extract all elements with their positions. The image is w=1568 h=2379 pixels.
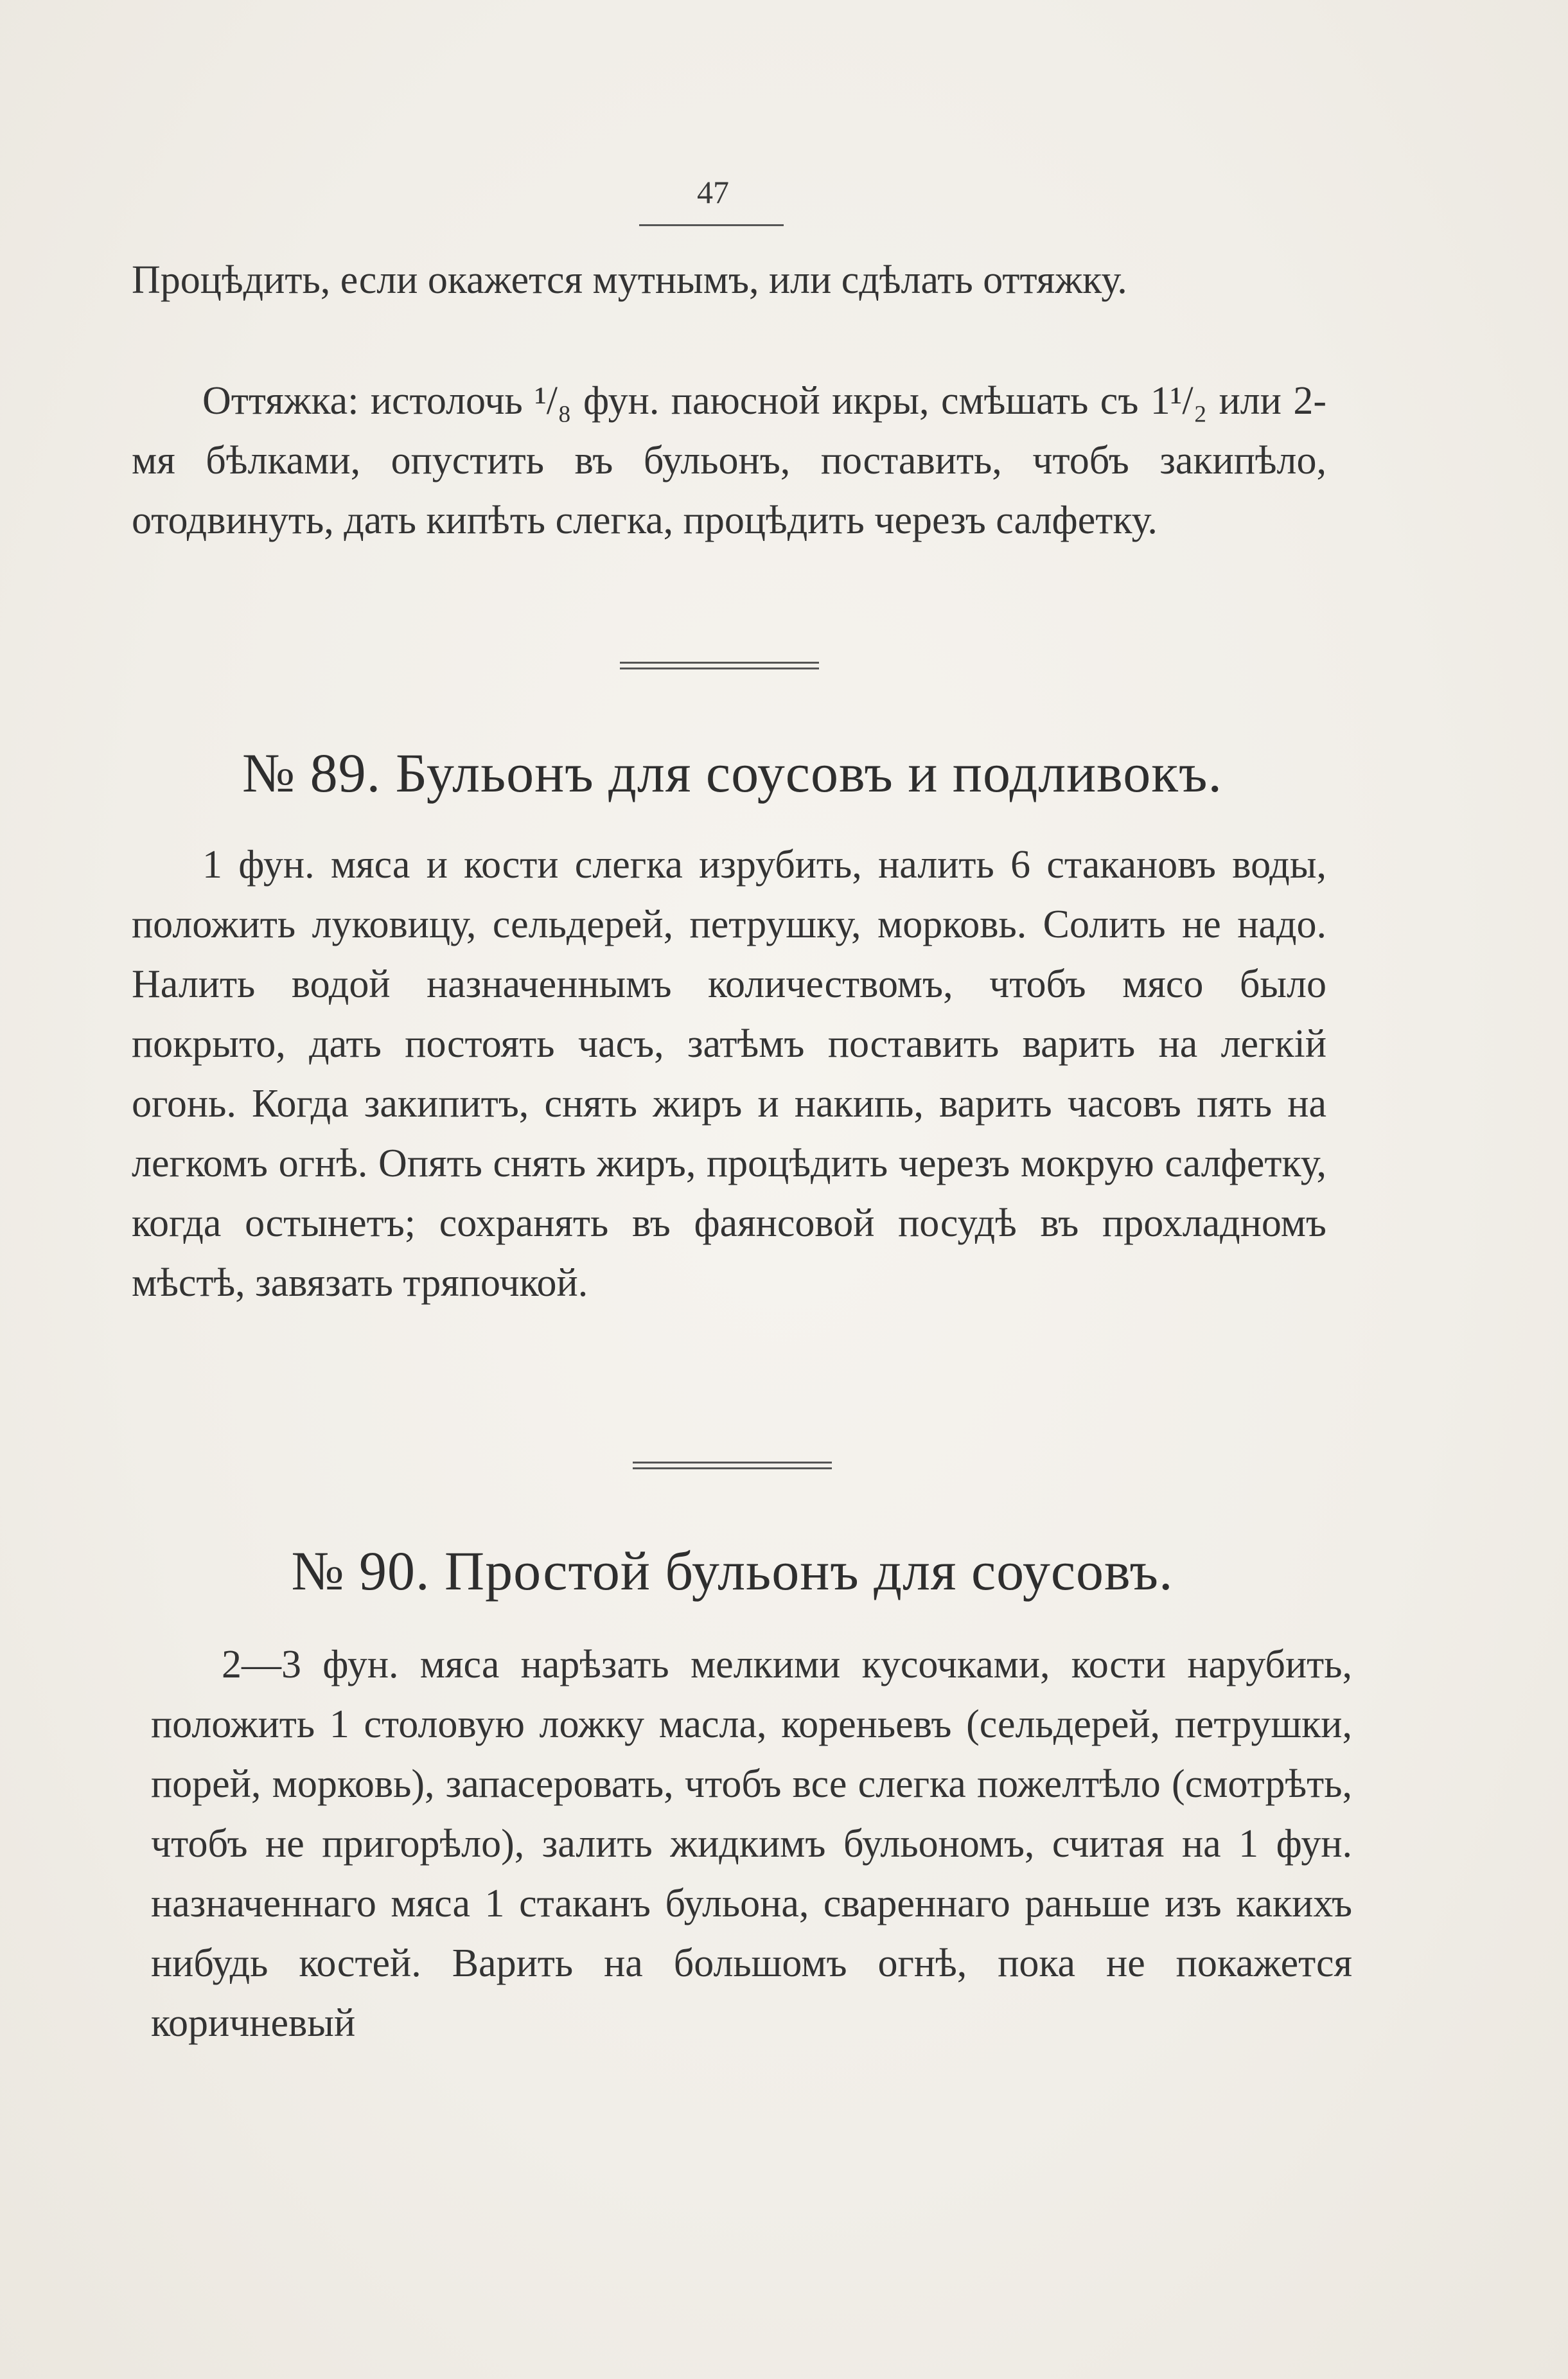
page-number: 47	[697, 174, 729, 210]
recipe-90-heading: № 90. Простой бульонъ для соусовъ.	[291, 1540, 1174, 1602]
intro-paragraph-2: Оттяжка: истолочь ¹/₈ фун. паюсной икры, смѣшать съ 1¹/₂ или 2-мя бѣлками, опустить въ бульонъ, поставить, чтобъ закипѣло, отодвинуть, дать кипѣть слегка, процѣдить черезъ салфетку.	[132, 379, 1326, 542]
section-divider-2	[633, 1462, 832, 1469]
intro-paragraph-1: Процѣдить, если окажется мутнымъ, или сдѣлать оттяжку.	[132, 258, 1127, 302]
recipe-90-body: 2—3 фун. мяса нарѣзать мелкими кусочками, кости нарубить, положить 1 столовую ложку масла, кореньевъ (сельдерей, петрушки, порей, морковь), запасеровать, чтобъ все слегка пожелтѣло (смотрѣть, чтобъ не пригорѣло), залить жидкимъ бульономъ, считая на 1 фун. назначеннаго мяса 1 стаканъ бульона, свареннаго раньше изъ какихъ нибудь костей. Варить на большомъ огнѣ, пока не покажется коричневый	[151, 1643, 1352, 2045]
recipe-89-body: 1 фун. мяса и кости слегка изрубить, налить 6 стакановъ воды, положить луковицу, сельдерей, петрушку, морковь. Солить не надо. Налить водой назначеннымъ количествомъ, чтобъ мясо было покрыто, дать постоять часъ, затѣмъ поставить варить на легкiй огонь. Когда закипитъ, снять жиръ и накипь, варить часовъ пять на легкомъ огнѣ. Опять снять жиръ, процѣдить черезъ мокрую салфетку, когда остынетъ; сохранять въ фаянсовой посудѣ въ прохладномъ мѣстѣ, завязать тряпочкой.	[132, 843, 1326, 1305]
recipe-89-heading: № 89. Бульонъ для соусовъ и подливокъ.	[242, 742, 1222, 804]
section-divider-1	[620, 662, 819, 669]
page-number-rule	[639, 224, 784, 226]
